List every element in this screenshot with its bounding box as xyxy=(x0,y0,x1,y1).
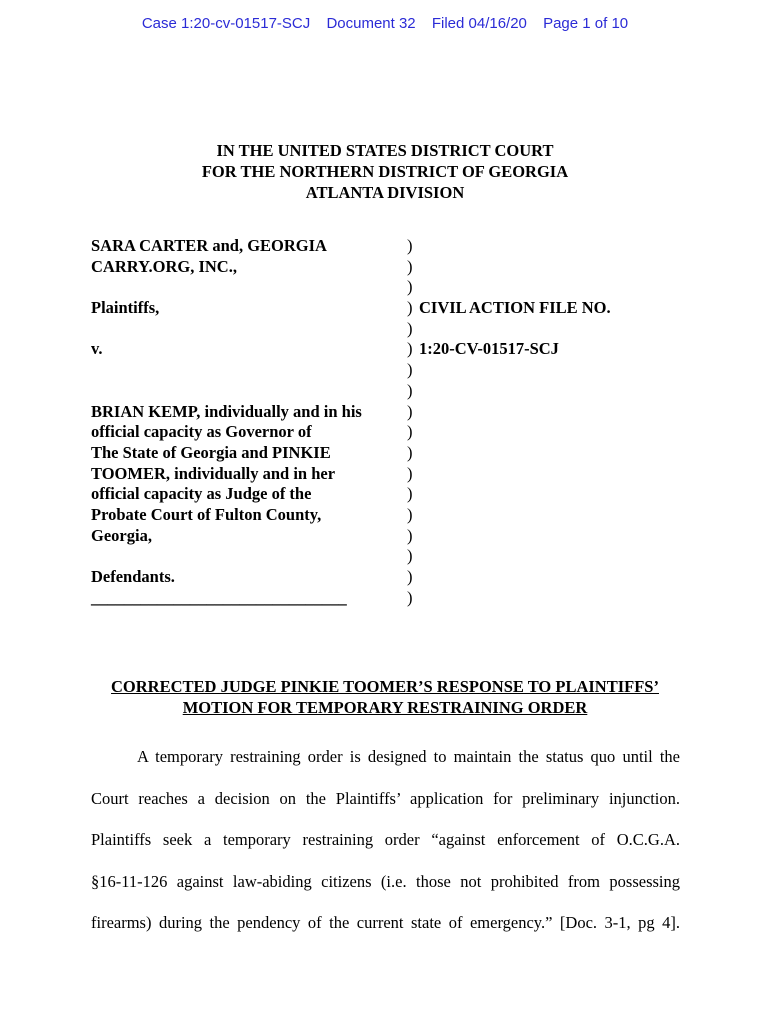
caption-row xyxy=(91,464,711,485)
caption-party-text xyxy=(91,546,407,567)
caption-paren: ) xyxy=(407,339,413,359)
caption-party-text: Georgia, xyxy=(91,525,152,545)
caption-case-text xyxy=(417,381,419,402)
body-paragraph xyxy=(91,736,680,944)
caption-party-text: _______________________________ xyxy=(91,587,347,607)
caption-paren: ) xyxy=(407,484,413,504)
caption-case-text xyxy=(417,484,419,505)
caption-row xyxy=(91,484,711,505)
ecf-header xyxy=(0,15,770,32)
page-indicator: Page 1 of 10 xyxy=(543,15,629,32)
caption-case-text xyxy=(417,277,419,298)
caption-case-text xyxy=(417,588,419,609)
caption-paren: ) xyxy=(407,587,413,607)
caption-case-text xyxy=(417,360,419,381)
caption-paren: ) xyxy=(407,504,413,524)
caption-case-text xyxy=(417,567,419,588)
court-line-2: FOR THE NORTHERN DISTRICT OF GEORGIA xyxy=(201,162,569,181)
caption-row xyxy=(91,588,711,609)
caption-case-text xyxy=(417,464,419,485)
body-line-2: Court reaches a decision on the Plaintiffs’ application for preliminary injunction. xyxy=(91,788,680,808)
caption-paren: ) xyxy=(407,567,413,586)
caption-case-text xyxy=(417,257,419,278)
caption-paren: ) xyxy=(407,546,413,566)
caption-party-text: CARRY.ORG, INC., xyxy=(91,256,237,276)
caption-paren: ) xyxy=(407,380,413,400)
caption-party-text: Defendants. xyxy=(91,567,175,586)
caption-row xyxy=(91,443,711,464)
caption-case-text: 1:20-CV-01517-SCJ xyxy=(419,339,559,359)
caption-paren: ) xyxy=(407,401,413,421)
caption-paren: ) xyxy=(407,298,413,318)
title-line-2: MOTION FOR TEMPORARY RESTRAINING ORDER xyxy=(182,698,588,717)
caption-row xyxy=(91,526,711,547)
caption-case-text xyxy=(417,443,419,464)
caption-party-text: Plaintiffs, xyxy=(91,298,160,318)
court-heading xyxy=(0,140,770,203)
caption-case-text xyxy=(417,546,419,567)
filed-date: Filed 04/16/20 xyxy=(431,15,527,32)
caption-row xyxy=(91,381,711,402)
caption-row xyxy=(91,319,711,340)
caption-paren: ) xyxy=(407,277,413,297)
caption-paren: ) xyxy=(407,256,413,276)
caption-party-text xyxy=(91,381,407,402)
caption-party-text: Probate Court of Fulton County, xyxy=(91,504,322,524)
body-line-3: Plaintiffs seek a temporary restraining order “against enforcement of O.C.G.A. xyxy=(91,830,680,850)
caption-paren: ) xyxy=(407,442,413,462)
caption-party-text: The State of Georgia and PINKIE xyxy=(91,442,331,462)
case-number: Case 1:20-cv-01517-SCJ xyxy=(141,15,311,32)
caption-row xyxy=(91,422,711,443)
caption-party-text: official capacity as Judge of the xyxy=(91,484,312,504)
caption-case-text xyxy=(417,422,419,443)
caption-row xyxy=(91,298,711,319)
caption-row xyxy=(91,236,711,257)
caption-row xyxy=(91,277,711,298)
case-caption xyxy=(91,236,711,608)
caption-case-text xyxy=(417,319,419,340)
court-line-3: ATLANTA DIVISION xyxy=(305,183,465,202)
caption-party-text xyxy=(91,360,407,381)
caption-party-text: SARA CARTER and, GEORGIA xyxy=(91,236,327,255)
title-line-1: CORRECTED JUDGE PINKIE TOOMER’S RESPONSE TO PLAINTIFFS’ xyxy=(111,677,659,696)
caption-row xyxy=(91,567,711,588)
caption-party-text: BRIAN KEMP, individually and in his xyxy=(91,401,362,421)
caption-row xyxy=(91,402,711,423)
caption-paren: ) xyxy=(407,525,413,545)
caption-paren: ) xyxy=(407,463,413,483)
caption-party-text: official capacity as Governor of xyxy=(91,422,312,442)
caption-row xyxy=(91,339,711,360)
caption-party-text: v. xyxy=(91,339,103,359)
caption-party-text: TOOMER, individually and in her xyxy=(91,463,336,483)
caption-row xyxy=(91,546,711,567)
caption-case-text xyxy=(417,505,419,526)
caption-case-text xyxy=(417,402,419,423)
court-line-1: IN THE UNITED STATES DISTRICT COURT xyxy=(216,141,554,160)
caption-paren: ) xyxy=(407,360,413,380)
caption-case-text: CIVIL ACTION FILE NO. xyxy=(419,298,611,318)
body-line-1: A temporary restraining order is designed to maintain the status quo until the xyxy=(137,747,680,766)
caption-party-text xyxy=(91,277,407,298)
document-number: Document 32 xyxy=(326,15,416,32)
caption-case-text xyxy=(417,526,419,547)
caption-paren: ) xyxy=(407,236,413,255)
caption-row xyxy=(91,360,711,381)
caption-paren: ) xyxy=(407,318,413,338)
caption-row xyxy=(91,257,711,278)
caption-case-text xyxy=(417,236,419,257)
body-line-4: §16-11-126 against law-abiding citizens (i.e. those not prohibited from possessing xyxy=(91,871,680,891)
caption-paren: ) xyxy=(407,422,413,442)
caption-row xyxy=(91,505,711,526)
document-title xyxy=(0,676,770,718)
caption-party-text xyxy=(91,319,407,340)
body-line-5: firearms) during the pendency of the current state of emergency.” [Doc. 3-1, pg 4]. xyxy=(91,913,680,933)
